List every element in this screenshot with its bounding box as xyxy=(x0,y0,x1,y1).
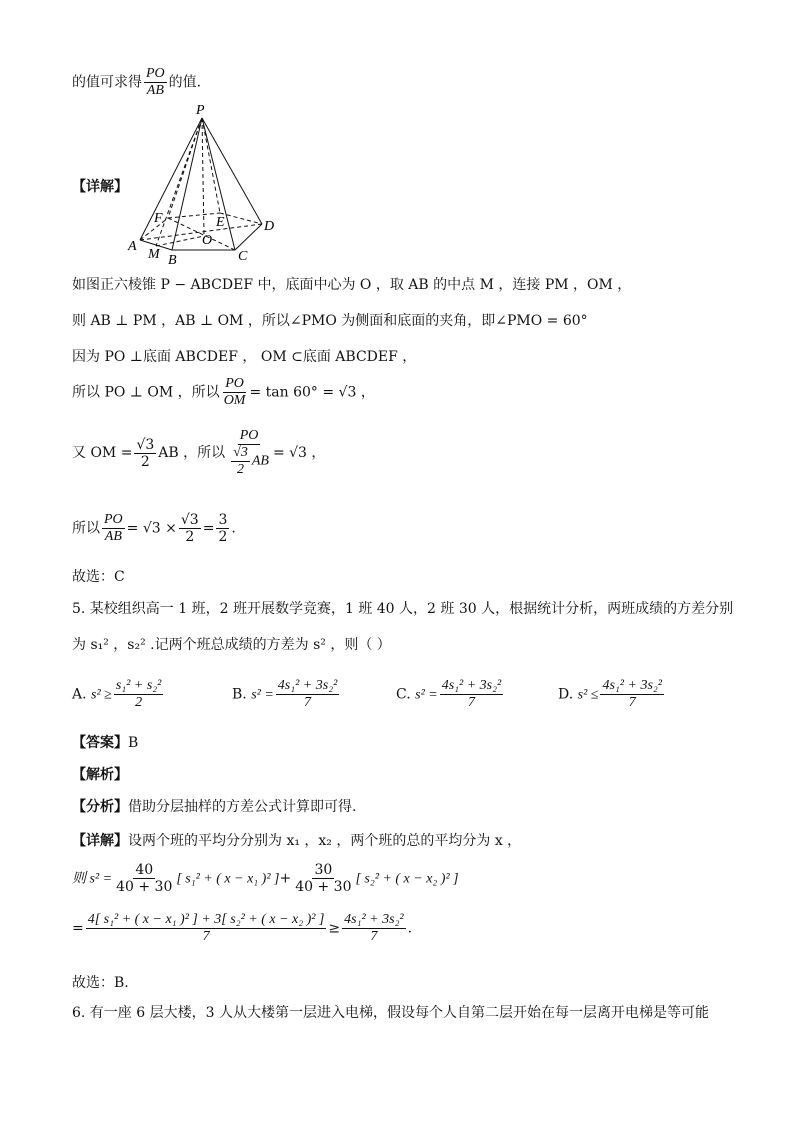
solution-line-2: 则 AB ⊥ PM ，AB ⊥ OM ，所以∠PMO 为侧面和底面的夹角，即∠PMO = 60° xyxy=(72,313,588,329)
label-m: M xyxy=(148,247,160,262)
solution-line-3: 因为 PO ⊥底面 ABCDEF ， OM ⊂底面 ABCDEF ， xyxy=(72,349,417,365)
q5-line-2: 为 s₁² ，s₂² .记两个班总成绩的方差为 s² ，则（ ） xyxy=(72,637,391,653)
answer-choice-5: 故选：B. xyxy=(72,975,129,991)
label-c: C xyxy=(238,249,248,264)
hexagonal-pyramid-figure xyxy=(120,100,300,265)
option-c: C. s² = $\frac{\text{4s₁² + 3s₂²}}{7}$ xyxy=(396,678,502,710)
q6-line-1: 6. 有一座 6 层大楼，3 人从大楼第一层进入电梯，假设每个人自第二层开始在每一层离开电梯是等可能 xyxy=(72,1005,709,1021)
intro-line: 的值可求得 $\frac{PO}{AB}$ 的值. xyxy=(72,66,202,98)
analysis-tag: 【解析】 xyxy=(72,767,128,783)
label-p: P xyxy=(196,103,205,118)
label-e: E xyxy=(216,215,225,230)
label-a: A xyxy=(128,239,137,254)
fenxi-line: 【分析】借助分层抽样的方差公式计算即可得. xyxy=(72,799,357,815)
fraction: $\frac{PO}{AB}$ xyxy=(146,66,165,98)
equation-1: 则 s² = $\frac{40}{40 + 30}$ [ s₁² + ( x − x₁ )² ]+ $\frac{30}{40 + 30}$ [ s₂² + ( x − x₂ )² ] xyxy=(72,862,459,895)
solution-line-5: 又 OM = $\frac{√3}{2}$ AB ，所以 PO $\frac{√3}{2}$ AB = √3 ， xyxy=(72,428,326,477)
q5-line-1: 5. 某校组织高一 1 班，2 班开展数学竞赛，1 班 40 人，2 班 30 人，根据统计分析，两班成绩的方差分别 xyxy=(72,601,734,617)
equation-2: = $\frac{\text{4[ s₁² + ( x − x₁ )² ] + 3[ s₂² + ( x − x₂ )² ]}}{7}$ ≥ $\frac{\text{4s₁² + 3s₂²}}{7}$ . xyxy=(72,912,413,944)
option-b: B. s² = $\frac{\text{4s₁² + 3s₂²}}{7}$ xyxy=(232,678,338,710)
solution-line-1: 如图正六棱锥 P − ABCDEF 中，底面中心为 O ，取 AB 的中点 M ，连接 PM ，OM ， xyxy=(72,277,632,293)
label-b: B xyxy=(168,253,177,265)
solution-line-6: 所以 $\frac{PO}{AB}$ = √3 × $\frac{√3}{2}$ = $\frac{3}{2}$ . xyxy=(72,512,236,545)
label-f: F xyxy=(154,211,163,226)
option-a: A. s² ≥ $\frac{\text{s₁² + s₂²}}{2}$ xyxy=(72,678,162,710)
detail-tag: 【详解】 xyxy=(72,179,128,195)
label-o: O xyxy=(202,233,213,248)
xiangjie-line: 【详解】设两个班的平均分分别为 x₁ ，x₂ ，两个班的总的平均分为 x ， xyxy=(72,833,522,849)
label-d: D xyxy=(264,219,275,234)
solution-line-4: 所以 PO ⊥ OM ，所以 $\frac{PO}{OM}$ = tan 60° = √3 ， xyxy=(72,376,375,408)
answer-line: 【答案】B xyxy=(72,735,139,751)
option-d: D. s² ≤ $\frac{\text{4s₁² + 3s₂²}}{7}$ xyxy=(558,678,662,710)
answer-choice-4: 故选：C xyxy=(72,569,125,585)
